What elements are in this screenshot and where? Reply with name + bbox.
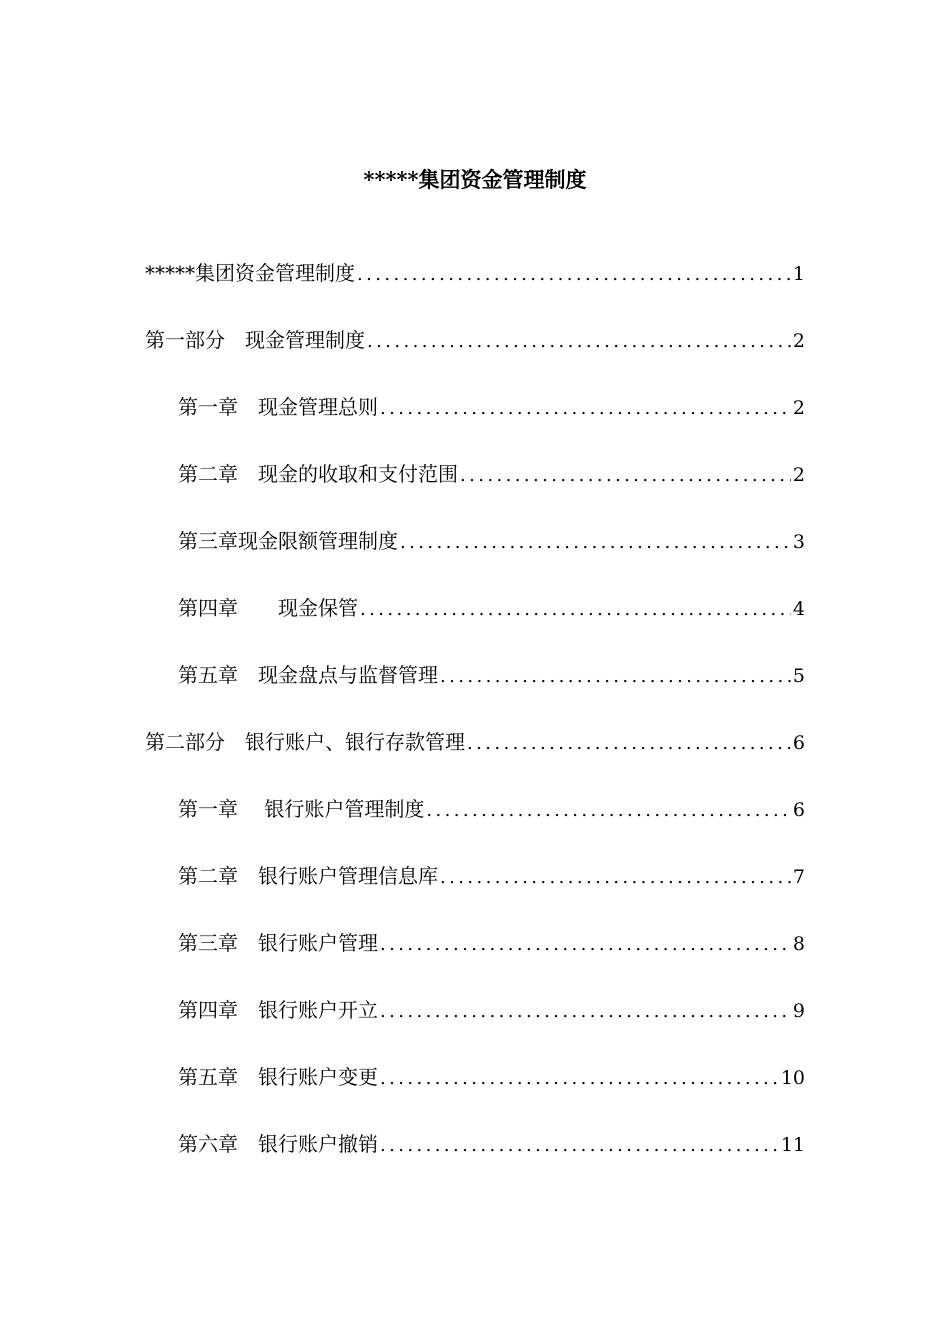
toc-entry-label: 第三章现金限额管理制度 bbox=[178, 529, 398, 553]
toc-page-number: 1 bbox=[792, 263, 805, 285]
toc-entry[interactable] bbox=[178, 660, 805, 690]
toc-dot-leader bbox=[440, 662, 791, 692]
toc-entry[interactable] bbox=[178, 995, 805, 1025]
toc-dot-leader bbox=[467, 729, 791, 759]
toc-entry[interactable] bbox=[178, 526, 805, 556]
toc-entry-label: 第四章 现金保管 bbox=[178, 596, 358, 620]
toc-dot-leader bbox=[380, 394, 791, 424]
toc-entry-label: 第四章 银行账户开立 bbox=[178, 998, 378, 1022]
toc-entry-label: 第五章 银行账户变更 bbox=[178, 1065, 378, 1089]
toc-page-number: 2 bbox=[792, 464, 805, 486]
toc-entry-label: 第五章 现金盘点与监督管理 bbox=[178, 663, 438, 687]
toc-entry[interactable] bbox=[178, 392, 805, 422]
toc-entry[interactable] bbox=[178, 1129, 805, 1159]
toc-dot-leader bbox=[440, 863, 791, 893]
toc-page-number: 5 bbox=[792, 665, 805, 687]
toc-page-number: 9 bbox=[792, 1000, 805, 1022]
toc-entry-label: 第二章 银行账户管理信息库 bbox=[178, 864, 438, 888]
toc-dot-leader bbox=[380, 997, 791, 1027]
toc-dot-leader bbox=[380, 1064, 779, 1094]
toc-dot-leader bbox=[367, 327, 791, 357]
toc-page-number: 7 bbox=[792, 866, 805, 888]
toc-dot-leader bbox=[380, 930, 791, 960]
toc-entry[interactable] bbox=[178, 593, 805, 623]
toc-page-number: 10 bbox=[780, 1067, 805, 1089]
toc-dot-leader bbox=[380, 1131, 779, 1161]
toc-entry-label: 第一章 现金管理总则 bbox=[178, 395, 378, 419]
toc-page-number: 2 bbox=[792, 397, 805, 419]
toc-entry[interactable] bbox=[145, 727, 805, 757]
toc-entry-label: 第六章 银行账户撤销 bbox=[178, 1132, 378, 1156]
toc-page-number: 8 bbox=[792, 933, 805, 955]
toc-entry[interactable] bbox=[178, 794, 805, 824]
toc-dot-leader bbox=[460, 461, 791, 491]
toc-page-number: 11 bbox=[780, 1134, 805, 1156]
toc-dot-leader bbox=[426, 796, 791, 826]
toc-entry-label: 第二章 现金的收取和支付范围 bbox=[178, 462, 458, 486]
document-title: *****集团资金管理制度 bbox=[363, 167, 587, 192]
toc-dot-leader bbox=[360, 595, 791, 625]
toc-page-number: 4 bbox=[792, 598, 805, 620]
toc-entry[interactable] bbox=[178, 861, 805, 891]
toc-entry-label: 第一章 银行账户管理制度 bbox=[178, 797, 425, 821]
toc-dot-leader bbox=[357, 260, 791, 290]
toc-entry[interactable] bbox=[178, 459, 805, 489]
toc-page-number: 6 bbox=[792, 799, 805, 821]
toc-page-number: 2 bbox=[792, 330, 805, 352]
toc-entry[interactable] bbox=[178, 928, 805, 958]
toc-dot-leader bbox=[400, 528, 791, 558]
toc-entry-label: 第一部分 现金管理制度 bbox=[145, 328, 365, 352]
toc-entry[interactable] bbox=[145, 325, 805, 355]
toc-entry[interactable] bbox=[145, 258, 805, 288]
toc-entry-label: 第三章 银行账户管理 bbox=[178, 931, 378, 955]
toc-page-number: 6 bbox=[792, 732, 805, 754]
toc-page-number: 3 bbox=[792, 531, 805, 553]
toc-entry-label: 第二部分 银行账户、银行存款管理 bbox=[145, 730, 465, 754]
toc-entry-label: *****集团资金管理制度 bbox=[145, 261, 355, 285]
toc-entry[interactable] bbox=[178, 1062, 805, 1092]
